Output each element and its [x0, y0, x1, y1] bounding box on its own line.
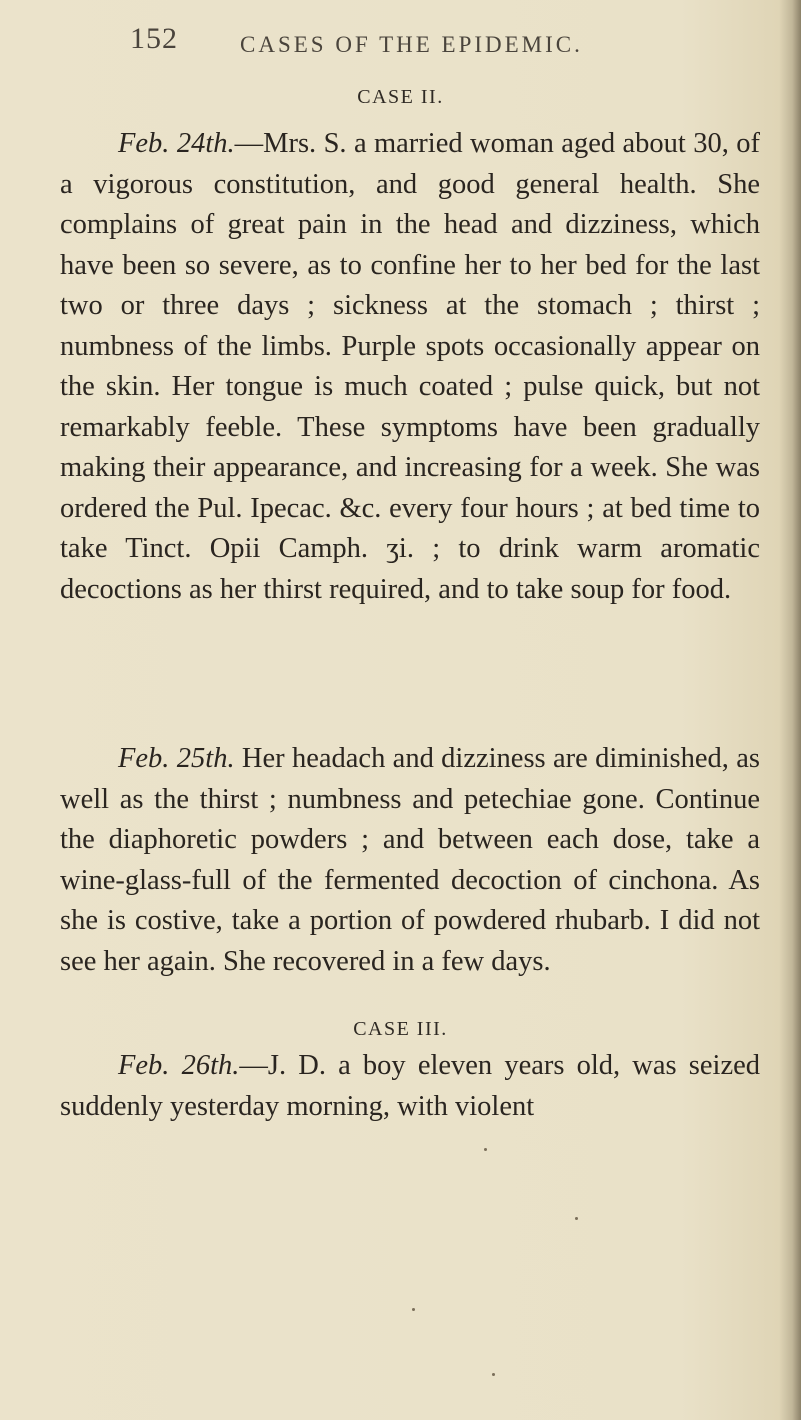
paper-speck: [575, 1217, 578, 1220]
paper-speck: [484, 1148, 487, 1151]
paper-speck: [492, 1373, 495, 1376]
running-head: CASES OF THE EPIDEMIC.: [240, 32, 583, 57]
paper-speck: [412, 1308, 415, 1311]
case-ii-entry-feb-24: [60, 124, 760, 610]
page-header: [0, 22, 801, 72]
page-edge-shadow: [779, 0, 801, 1420]
case-ii-heading: CASE II.: [357, 86, 444, 108]
entry-text: —Mrs. S. a married woman aged about 30, of a vigorous constitution, and good general health. She complains of great pain in the head and dizziness, which have been so severe, as to confine her to her bed for the last two or three days ; sickness at the stomach ; thirst ; numbness of the limbs. Purple spots occasionally appear on the skin. Her tongue is much coated ; pulse quick, but not remarkably feeble. These symptoms have been gradually making their appearance, and increasing for a week. She was ordered the Pul. Ipecac. &c. every four hours ; at bed time to take Tinct. Opii Camph. ʒi. ; to drink warm aromatic decoctions as her thirst required, and to take soup for food.: [60, 128, 760, 605]
entry-text: Her headach and dizziness are diminished, as well as the thirst ; numbness and petechiae gone. Continue the diaphoretic powders ; and between each dose, take a wine-glass-full of the fermented decoction of cinchona. As she is costive, take a portion of powdered rhubarb. I did not see her again. She recovered in a few days.: [60, 743, 760, 977]
case-iii-entry-feb-26: [60, 1046, 760, 1127]
case-ii-entry-feb-25: [60, 739, 760, 982]
entry-date: Feb. 25th.: [118, 743, 235, 774]
page-number: 152: [130, 22, 178, 55]
entry-date: Feb. 24th.: [118, 128, 235, 159]
entry-text: —J. D. a boy eleven years old, was seized suddenly yesterday morning, with violent: [60, 1050, 760, 1122]
entry-date: Feb. 26th.: [118, 1050, 240, 1081]
case-iii-heading: CASE III.: [353, 1018, 448, 1040]
